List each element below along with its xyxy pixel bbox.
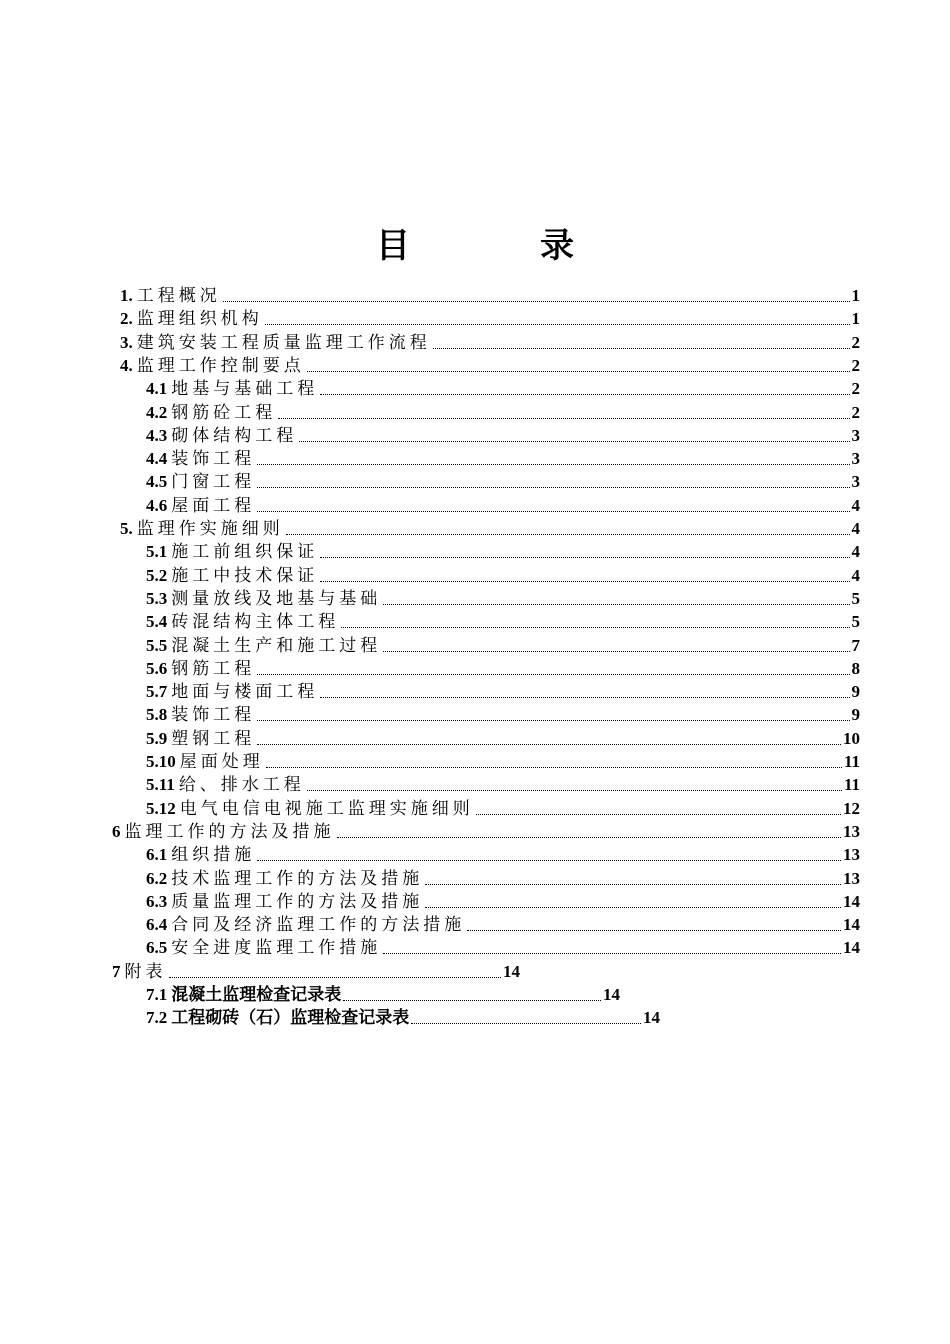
toc-entry-number: 4.5	[146, 472, 168, 492]
toc-entry[interactable]	[146, 843, 860, 865]
toc-leader-dots	[257, 464, 849, 465]
toc-entry[interactable]	[120, 517, 860, 539]
toc-leader-dots	[257, 511, 849, 512]
toc-entry-number: 6.1	[146, 845, 168, 865]
toc-leader-dots	[257, 720, 849, 721]
toc-entry-title: 工程砌砖（石）监理检查记录表	[171, 1008, 410, 1029]
toc-entry[interactable]	[146, 447, 860, 469]
toc-leader-dots	[257, 674, 849, 675]
toc-entry-page: 12	[843, 798, 860, 818]
toc-entry[interactable]	[146, 470, 860, 492]
toc-entry[interactable]	[146, 867, 860, 889]
toc-entry-page: 14	[843, 915, 860, 935]
toc-leader-dots	[299, 441, 849, 442]
toc-entry[interactable]	[120, 331, 860, 353]
toc-entry-page: 11	[843, 775, 860, 795]
toc-entry-number: 7.2	[146, 1008, 168, 1028]
toc-leader-dots	[266, 767, 842, 768]
toc-entry-title: 装饰工程	[171, 705, 256, 726]
toc-leader-dots	[383, 651, 849, 652]
toc-entry-number: 6.5	[146, 938, 168, 958]
toc-entry[interactable]	[146, 424, 860, 446]
toc-entry[interactable]	[146, 401, 860, 423]
toc-entry-page: 1	[851, 286, 860, 305]
toc-entry-title: 地面与楼面工程	[171, 682, 319, 703]
toc-entry-page: 11	[843, 752, 860, 771]
toc-entry[interactable]	[146, 634, 860, 656]
toc-entry-page: 8	[851, 658, 860, 678]
toc-entry[interactable]	[120, 284, 860, 306]
toc-entry-page: 13	[843, 845, 860, 865]
toc-entry-title: 钢筋砼工程	[171, 402, 277, 423]
toc-entry[interactable]	[146, 1006, 660, 1028]
toc-entry-title: 给、排水工程	[178, 775, 305, 796]
toc-entry-title: 组织措施	[171, 845, 256, 866]
toc-entry[interactable]	[120, 307, 860, 329]
toc-entry-page: 13	[843, 868, 860, 888]
toc-entry[interactable]	[146, 936, 860, 958]
toc-leader-dots	[307, 790, 842, 791]
toc-entry-title: 混凝土监理检查记录表	[171, 985, 342, 1005]
toc-entry-title: 安全进度监理工作措施	[171, 938, 382, 959]
toc-entry[interactable]	[146, 587, 860, 609]
toc-entry-title: 砖混结构主体工程	[171, 612, 340, 633]
toc-entry-title: 测量放线及地基与基础	[171, 588, 382, 609]
toc-entry-title: 屋面工程	[171, 495, 256, 516]
toc-entry[interactable]	[146, 680, 860, 702]
toc-entry-page: 9	[851, 682, 860, 702]
toc-leader-dots	[467, 930, 841, 931]
toc-entry-title: 电气电信电视施工监理实施细则	[179, 798, 474, 819]
toc-entry-number: 2.	[120, 309, 133, 329]
toc-leader-dots	[307, 371, 850, 372]
toc-entry-title: 监理工作控制要点	[136, 355, 305, 376]
toc-leader-dots	[476, 814, 841, 815]
toc-entry-number: 4.	[120, 355, 133, 375]
toc-entry-number: 5.10	[146, 752, 176, 771]
toc-entry[interactable]	[146, 890, 860, 912]
toc-leader-dots	[383, 604, 849, 605]
toc-entry-page: 2	[851, 332, 860, 352]
toc-entry-page: 3	[851, 449, 860, 469]
toc-entry-number: 5.4	[146, 612, 168, 632]
toc-entry-title: 附表	[124, 961, 167, 982]
toc-entry-number: 5.1	[146, 542, 168, 562]
toc-entry-page: 2	[851, 402, 860, 422]
page-title: 目 录	[376, 226, 622, 266]
toc-entry-page: 5	[851, 588, 860, 608]
toc-entry-page: 2	[851, 355, 860, 375]
toc-leader-dots	[383, 953, 841, 954]
toc-entry-page: 3	[851, 425, 860, 445]
toc-entry-title: 门窗工程	[171, 472, 256, 493]
toc-entry-number: 6.4	[146, 915, 168, 935]
toc-leader-dots	[286, 534, 850, 535]
toc-entry-number: 7.1	[146, 985, 168, 1004]
toc-entry-number: 6.2	[146, 868, 168, 888]
toc-entry-title: 质量监理工作的方法及措施	[171, 891, 424, 912]
toc-entry-title: 砌体结构工程	[171, 425, 298, 446]
toc-entry[interactable]	[146, 657, 860, 679]
toc-entry-title: 钢筋工程	[171, 658, 256, 679]
toc-entry-page: 3	[851, 472, 860, 492]
toc-leader-dots	[223, 301, 850, 302]
toc-leader-dots	[411, 1023, 641, 1024]
toc-entry-number: 4.4	[146, 449, 168, 469]
toc-entry-page: 14	[503, 961, 520, 981]
toc-entry[interactable]	[146, 564, 860, 586]
toc-entry-number: 5.12	[146, 798, 176, 818]
toc-entry-number: 4.6	[146, 495, 168, 515]
toc-entry-title: 监理工作的方法及措施	[124, 821, 335, 842]
toc-leader-dots	[265, 324, 850, 325]
toc-entry-number: 5.11	[146, 775, 175, 795]
toc-entry-number: 5.	[120, 519, 133, 538]
toc-entry-number: 4.3	[146, 425, 168, 445]
toc-entry-page: 1	[851, 309, 860, 329]
toc-entry-page: 14	[843, 891, 860, 911]
toc-entry-title: 监理作实施细则	[136, 519, 284, 539]
toc-entry[interactable]	[146, 540, 860, 562]
toc-entry-title: 装饰工程	[171, 449, 256, 470]
toc-entry[interactable]	[146, 703, 860, 725]
toc-entry-page: 9	[851, 705, 860, 725]
toc-entry-page: 14	[603, 985, 620, 1004]
toc-entry-number: 3.	[120, 332, 133, 352]
toc-leader-dots	[425, 884, 841, 885]
toc-entry-page: 4	[851, 519, 860, 538]
toc-entry[interactable]	[146, 797, 860, 819]
toc-entry-title: 合同及经济监理工作的方法措施	[171, 915, 466, 936]
toc-entry-title: 建筑安装工程质量监理工作流程	[136, 332, 431, 353]
toc-entry-number: 1.	[120, 286, 133, 305]
toc-leader-dots	[257, 487, 849, 488]
toc-entry[interactable]	[146, 610, 860, 632]
toc-entry[interactable]	[146, 750, 860, 772]
toc-entry-page: 5	[851, 612, 860, 632]
toc-entry[interactable]	[146, 727, 860, 749]
toc-leader-dots	[320, 697, 849, 698]
toc-entry[interactable]	[146, 494, 860, 516]
toc-entry-title: 混凝土生产和施工过程	[171, 635, 382, 656]
toc-entry-title: 技术监理工作的方法及措施	[171, 868, 424, 889]
toc-entry[interactable]	[112, 960, 520, 982]
toc-entry-number: 6	[112, 821, 121, 841]
toc-entry-page: 13	[843, 821, 860, 841]
toc-entry-number: 5.9	[146, 728, 168, 748]
toc-entry-title: 地基与基础工程	[171, 379, 319, 400]
toc-entry-number: 5.7	[146, 682, 168, 702]
toc-entry-page: 4	[851, 542, 860, 562]
toc-leader-dots	[257, 860, 841, 861]
toc-entry-page: 2	[851, 379, 860, 399]
toc-entry-page: 10	[843, 728, 860, 748]
toc-leader-dots	[320, 394, 849, 395]
toc-entry-number: 4.1	[146, 379, 168, 399]
toc-entry-number: 7	[112, 961, 121, 981]
toc-leader-dots	[433, 348, 850, 349]
toc-leader-dots	[337, 837, 842, 838]
toc-entry-number: 6.3	[146, 891, 168, 911]
toc-leader-dots	[343, 1000, 601, 1001]
toc-leader-dots	[278, 418, 849, 419]
toc-entry-title: 屋面处理	[179, 752, 264, 772]
toc-entry[interactable]	[146, 913, 860, 935]
toc-entry-page: 7	[851, 635, 860, 655]
toc-leader-dots	[169, 977, 502, 978]
toc-leader-dots	[257, 744, 841, 745]
toc-entry-title: 工程概况	[136, 286, 221, 306]
toc-entry-number: 5.5	[146, 635, 168, 655]
toc-entry-title: 施工前组织保证	[171, 542, 319, 563]
toc-leader-dots	[425, 907, 841, 908]
toc-entry[interactable]	[112, 820, 860, 842]
toc-entry-page: 14	[843, 938, 860, 958]
toc-leader-dots	[320, 557, 849, 558]
toc-entry-number: 5.8	[146, 705, 168, 725]
toc-entry-title: 监理组织机构	[136, 309, 263, 330]
toc-entry-title: 塑钢工程	[171, 728, 256, 749]
toc-leader-dots	[341, 627, 849, 628]
toc-entry-page: 14	[643, 1008, 660, 1028]
toc-entry[interactable]	[146, 773, 860, 795]
toc-entry-number: 5.6	[146, 658, 168, 678]
toc-entry[interactable]	[146, 983, 620, 1005]
toc-leader-dots	[320, 581, 849, 582]
toc-entry-title: 施工中技术保证	[171, 565, 319, 586]
toc-entry-page: 4	[851, 565, 860, 585]
toc-entry[interactable]	[120, 354, 860, 376]
toc-entry-number: 4.2	[146, 402, 168, 422]
toc-entry-number: 5.3	[146, 588, 168, 608]
toc-entry-number: 5.2	[146, 565, 168, 585]
toc-entry-page: 4	[851, 495, 860, 515]
toc-entry[interactable]	[146, 377, 860, 399]
